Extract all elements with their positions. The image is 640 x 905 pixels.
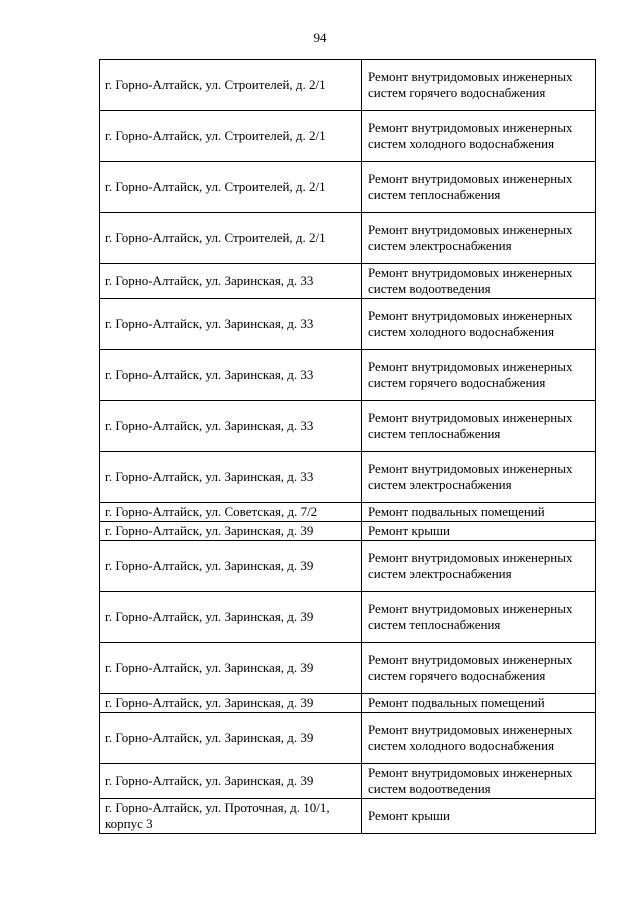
table-row bbox=[100, 299, 596, 350]
work-type-cell: Ремонт подвальных помещений bbox=[362, 694, 596, 713]
work-type-cell: Ремонт крыши bbox=[362, 799, 596, 834]
address-cell: г. Горно-Алтайск, ул. Заринская, д. 33 bbox=[100, 401, 362, 452]
table-row bbox=[100, 213, 596, 264]
work-type-cell: Ремонт внутридомовых инженерных систем теплоснабжения bbox=[362, 592, 596, 643]
address-cell: г. Горно-Алтайск, ул. Заринская, д. 39 bbox=[100, 541, 362, 592]
table-row bbox=[100, 503, 596, 522]
work-type-cell: Ремонт внутридомовых инженерных систем холодного водоснабжения bbox=[362, 111, 596, 162]
address-cell: г. Горно-Алтайск, ул. Строителей, д. 2/1 bbox=[100, 111, 362, 162]
works-table bbox=[99, 59, 596, 834]
table-row bbox=[100, 592, 596, 643]
table-row bbox=[100, 713, 596, 764]
work-type-cell: Ремонт внутридомовых инженерных систем холодного водоснабжения bbox=[362, 299, 596, 350]
page-number: 94 bbox=[313, 30, 327, 45]
address-cell: г. Горно-Алтайск, ул. Заринская, д. 33 bbox=[100, 350, 362, 401]
address-cell: г. Горно-Алтайск, ул. Заринская, д. 33 bbox=[100, 452, 362, 503]
work-type-cell: Ремонт внутридомовых инженерных систем горячего водоснабжения bbox=[362, 643, 596, 694]
work-type-cell: Ремонт внутридомовых инженерных систем водоотведения bbox=[362, 264, 596, 299]
address-cell: г. Горно-Алтайск, ул. Заринская, д. 39 bbox=[100, 764, 362, 799]
work-type-cell: Ремонт подвальных помещений bbox=[362, 503, 596, 522]
work-type-cell: Ремонт внутридомовых инженерных систем теплоснабжения bbox=[362, 401, 596, 452]
address-cell: г. Горно-Алтайск, ул. Заринская, д. 39 bbox=[100, 592, 362, 643]
work-type-cell: Ремонт внутридомовых инженерных систем теплоснабжения bbox=[362, 162, 596, 213]
table-row bbox=[100, 264, 596, 299]
work-type-cell: Ремонт крыши bbox=[362, 522, 596, 541]
table-row bbox=[100, 162, 596, 213]
table-row bbox=[100, 111, 596, 162]
table-row bbox=[100, 401, 596, 452]
table-row bbox=[100, 643, 596, 694]
work-type-cell: Ремонт внутридомовых инженерных систем горячего водоснабжения bbox=[362, 350, 596, 401]
address-cell: г. Горно-Алтайск, ул. Советская, д. 7/2 bbox=[100, 503, 362, 522]
table-row bbox=[100, 764, 596, 799]
address-cell: г. Горно-Алтайск, ул. Заринская, д. 33 bbox=[100, 299, 362, 350]
address-cell: г. Горно-Алтайск, ул. Строителей, д. 2/1 bbox=[100, 162, 362, 213]
address-cell: г. Горно-Алтайск, ул. Заринская, д. 39 bbox=[100, 694, 362, 713]
address-cell: г. Горно-Алтайск, ул. Заринская, д. 39 bbox=[100, 713, 362, 764]
work-type-cell: Ремонт внутридомовых инженерных систем водоотведения bbox=[362, 764, 596, 799]
address-cell: г. Горно-Алтайск, ул. Строителей, д. 2/1 bbox=[100, 213, 362, 264]
table-row bbox=[100, 541, 596, 592]
work-type-cell: Ремонт внутридомовых инженерных систем горячего водоснабжения bbox=[362, 60, 596, 111]
address-cell: г. Горно-Алтайск, ул. Заринская, д. 33 bbox=[100, 264, 362, 299]
work-type-cell: Ремонт внутридомовых инженерных систем холодного водоснабжения bbox=[362, 713, 596, 764]
table-row bbox=[100, 350, 596, 401]
work-type-cell: Ремонт внутридомовых инженерных систем электроснабжения bbox=[362, 541, 596, 592]
table-row bbox=[100, 60, 596, 111]
table-row bbox=[100, 694, 596, 713]
table-row bbox=[100, 799, 596, 834]
works-table-body bbox=[100, 60, 596, 834]
address-cell: г. Горно-Алтайск, ул. Строителей, д. 2/1 bbox=[100, 60, 362, 111]
address-cell: г. Горно-Алтайск, ул. Проточная, д. 10/1, корпус 3 bbox=[100, 799, 362, 834]
work-type-cell: Ремонт внутридомовых инженерных систем электроснабжения bbox=[362, 452, 596, 503]
address-cell: г. Горно-Алтайск, ул. Заринская, д. 39 bbox=[100, 522, 362, 541]
table-row bbox=[100, 522, 596, 541]
work-type-cell: Ремонт внутридомовых инженерных систем электроснабжения bbox=[362, 213, 596, 264]
address-cell: г. Горно-Алтайск, ул. Заринская, д. 39 bbox=[100, 643, 362, 694]
table-row bbox=[100, 452, 596, 503]
